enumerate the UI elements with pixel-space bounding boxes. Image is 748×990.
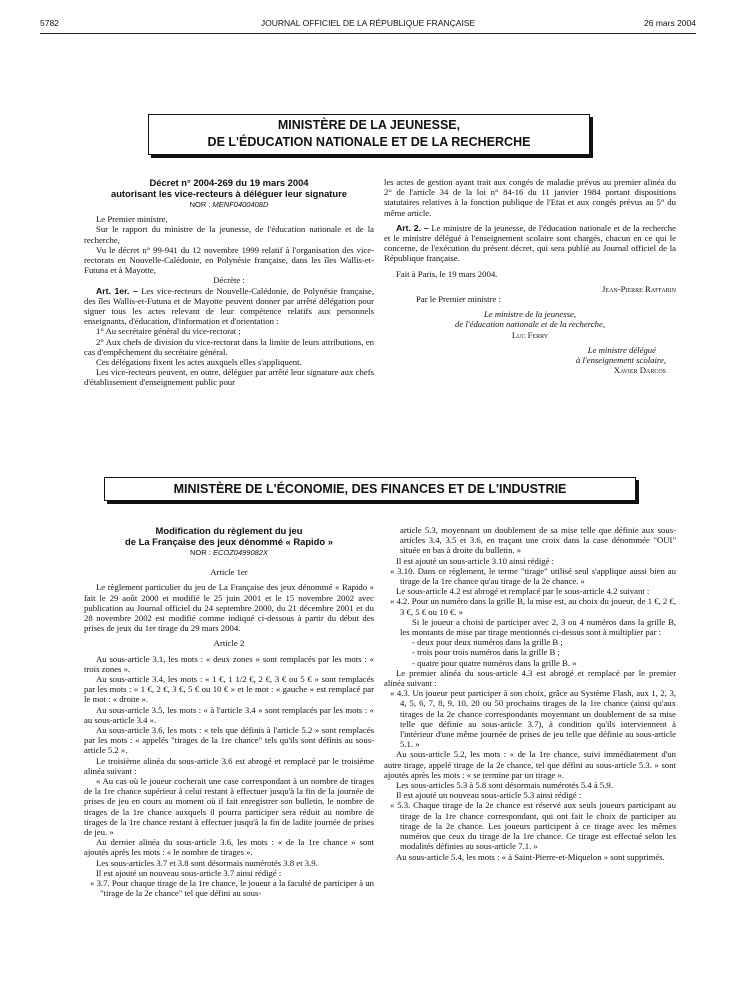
article-1-text: Le règlement particulier du jeu de La Française des jeux dénommé « Rapido » fait le 29 août 2000 et modifié le 25 juin 2001 et le 15 novembre 2002 avec publication au Journal officiel du 24 septembre 2000, du 21 décembre 2001 et du 28 novembre 2002 est modifié comme indiqué ci-dessous à partir du début des prises de jeux du 1er tirage du 29 mars 2004. bbox=[84, 582, 374, 634]
c4-p11: « 4.3. Un joueur peut participer à son choix, grâce au Système Flash, aux 1, 2, 3, 4, 5, 6, 7, 8, 9, 10, 20 ou 50 prochains tirages de la 1re chance (ainsi qu'aux tirages de la 2e chance correspondants moyennant un doublement de sa mise telle que définie au sous-article 3.7), à condition qu'ils interviennent à l'intérieur d'une même journée de prises de jeu telle que définie au sous-article 5.1. » bbox=[390, 688, 676, 750]
ministre-jeunesse-2: de l'éducation nationale et de la recherche, bbox=[454, 319, 606, 330]
c4-p1: article 5.3, moyennant un doublement de sa mise telle que définie aux sous-articles 3.4, 3.5 et 3.6, en traçant une croix dans la case dénommée "OUI" située en bas à droite du bulletin. » bbox=[400, 525, 676, 556]
decree-art2 bbox=[384, 223, 676, 264]
c4-p2: Il est ajouté un sous-article 3.10 ainsi rédigé : bbox=[396, 555, 555, 566]
ministry-line-1: MINISTÈRE DE LA JEUNESSE, bbox=[277, 118, 461, 132]
rapido-title bbox=[84, 525, 374, 547]
decree-p-continued: les actes de gestion ayant trait aux congés de maladie prévus au premier alinéa du 2° de l'article 34 de la loi n° 84-16 du 11 janvier 1984 portant dispositions statutaires relatives à la fonction publique de l'Etat et aux congés prévus au 5° du même article. bbox=[384, 177, 676, 218]
article-2-heading: Article 2 bbox=[213, 638, 245, 649]
decree-item2: 2° Aux chefs de division du vice-rectorat dans la limite de leurs attributions, en cas d'empêchement du secrétaire général. bbox=[84, 336, 374, 357]
rapido-title-line-1: Modification du règlement du jeu bbox=[155, 525, 303, 536]
page-number: 5782 bbox=[40, 18, 59, 28]
ministre-delegue-2: à l'enseignement scolaire, bbox=[575, 355, 666, 366]
a2-p8: Les sous-articles 3.7 et 3.8 sont désormais numérotés 3.8 et 3.9. bbox=[96, 857, 318, 868]
decree-title bbox=[84, 177, 374, 199]
ministry-heading-economie bbox=[104, 477, 636, 501]
rapido-nor-code: ECOZ0499082X bbox=[212, 548, 268, 557]
ministre-delegue-1: Le ministre délégué bbox=[587, 344, 656, 355]
signature-pm: Jean-Pierre Raffarin bbox=[602, 283, 676, 294]
art2-text: Le ministre de la jeunesse, de l'éducation nationale et de la recherche et le ministre délégué à l'enseignement scolaire sont chargés, chacun en ce qui le concerne, de l'exécution du présent décret, qui sera publié au Journal officiel de la République française. bbox=[384, 222, 676, 264]
a2-p10: « 3.7. Pour chaque tirage de la 1re chance, le joueur a la faculté de participer à un "tirage de la 2e chance" tel que défini au sous- bbox=[90, 878, 374, 899]
c4-p15: « 5.3. Chaque tirage de la 2e chance est réservé aux seuls joueurs participant au tirage de la 1re chance correspondant, qui ont fait le choix de participer au tirage de la 2e chance. Les joueurs participent à ce tirage avec les mêmes numéros que ceux du tirage de la 1re chance. Ce tirage est effectué selon les modalités définies au sous-article 7.1. » bbox=[390, 800, 676, 852]
decree-p-vicerecteurs: Les vice-recteurs peuvent, en outre, déléguer par arrêté leur signature aux chefs d'établissement d'enseignement public pour bbox=[84, 367, 374, 388]
decree-p2: Sur le rapport du ministre de la jeunesse, de l'éducation nationale et de la recherche, bbox=[84, 224, 374, 245]
decree-item1: 1° Au secrétaire général du vice-rectorat ; bbox=[96, 326, 241, 337]
c4-p10: Le premier alinéa du sous-article 4.3 est abrogé et remplacé par le premier alinéa suivant : bbox=[384, 667, 676, 689]
c4-p3: « 3.10. Dans ce règlement, le terme "tirage" utilisé seul s'applique aussi bien au tirage de la 1re chance qu'au tirage de la 2e chance. » bbox=[390, 565, 676, 587]
ministry2-line: MINISTÈRE DE L'ÉCONOMIE, DES FINANCES ET DE L'INDUSTRIE bbox=[173, 482, 567, 496]
decree-art1 bbox=[84, 286, 374, 327]
a2-p4: Au sous-article 3.6, les mots : « tels que définis à l'article 5.2 » sont remplacés par les mots : « appelés "tirages de la 1re chance" tels qu'ils sont définis au sous-article 5.2 ». bbox=[84, 725, 374, 756]
c4-p5: « 4.2. Pour un numéro dans la grille B, la mise est, au choix du joueur, de 1 €, 2 €, 3 €, 5 € ou 10 €. » bbox=[390, 596, 676, 617]
ministre-jeunesse-1: Le ministre de la jeunesse, bbox=[483, 309, 577, 320]
rapido-column-right bbox=[384, 525, 676, 862]
decree-fait: Fait à Paris, le 19 mars 2004. bbox=[396, 268, 498, 279]
c4-p14: Il est ajouté un nouveau sous-article 5.3 ainsi rédigé : bbox=[396, 790, 582, 801]
c4-p4: Le sous-article 4.2 est abrogé et remplacé par le sous-article 4.2 suivant : bbox=[396, 586, 650, 597]
a2-p6: « Au cas où le joueur cocherait une case correspondant à un nombre de tirages de la 1re chance supérieur à celui restant à effectuer jusqu'à la fin de la journée de prises de jeu en cours au moment où il fait enregistrer son bulletin, le nombre de tirages de la 1re chance auxquels il pourra participer sera réduit au nombre de tirages de la 1re chance restant à effectuer jusqu'à la fin de ladite journée de prises de jeu. » bbox=[84, 776, 374, 838]
article-1-heading: Article 1er bbox=[210, 567, 248, 578]
art1-text: Les vice-recteurs de Nouvelle-Calédonie, de Polynésie française, des îles Wallis-et-Futuna et de Mayotte peuvent donner par arrêté délégation pour signer tous les actes relevant de leur compétence relatifs aux personnels enseignants, d'éducation, d'information et d'orientation : bbox=[84, 285, 374, 327]
a2-p1: Au sous-article 3.1, les mots : « deux zones » sont remplacés par les mots : « trois zones ». bbox=[84, 653, 374, 674]
a2-p5: Le troisième alinéa du sous-article 3.6 est abrogé et remplacé par le troisième alinéa suivant : bbox=[84, 755, 374, 776]
art2-label: Art. 2. – bbox=[396, 222, 429, 233]
rapido-nor bbox=[84, 548, 374, 558]
a2-p2: Au sous-article 3.4, les mots : « 1 €, 1 1/2 €, 2 €, 3 € ou 5 € » sont remplacés par les mots : « 1 €, 2 €, 3 €, 5 € ou 10 € » et le mot : « gauche » est remplacé par le mot : « droite ». bbox=[84, 674, 374, 705]
c4-p16: Au sous-article 5.4, les mots : « à Saint-Pierre-et-Miquelon » sont supprimés. bbox=[396, 851, 665, 862]
nor-label: NOR : bbox=[189, 200, 211, 209]
nor-code: MENF0400408D bbox=[212, 200, 269, 209]
c4-p7: - deux pour deux numéros dans la grille B ; bbox=[412, 637, 563, 648]
c4-p6: Si le joueur a choisi de participer avec 2, 3 ou 4 numéros dans la grille B, les montants de mise par tirage mentionnés ci-dessus sont à multiplier par : bbox=[400, 616, 676, 638]
c4-p12: Au sous-article 5.2, les mots : « de la 1re chance, suivi immédiatement d'un autre tirage, appelé tirage de la 2e chance, tel que défini au sous-article 5.3. » sont ajoutés après les mots : « se termine par un tirage ». bbox=[384, 749, 676, 780]
decree-title-line-2: autorisant les vice-recteurs à déléguer leur signature bbox=[110, 188, 348, 199]
a2-p3: Au sous-article 3.5, les mots : « à l'article 3.4 » sont remplacés par les mots : « au sous-article 3.4 ». bbox=[84, 704, 374, 725]
a2-p9: Il est ajouté un nouveau sous-article 3.7 ainsi rédigé : bbox=[96, 867, 282, 878]
issue-date: 26 mars 2004 bbox=[644, 18, 696, 28]
header-rule bbox=[40, 33, 696, 34]
running-header bbox=[40, 18, 696, 32]
art1-label: Art. 1er. – bbox=[96, 285, 138, 296]
decree-column-left bbox=[84, 177, 374, 388]
a2-p7: Au dernier alinéa du sous-article 3.6, les mots : « de la 1re chance » sont ajoutés après les mots : « le nombre de tirages ». bbox=[84, 837, 374, 858]
rapido-column-left bbox=[84, 525, 374, 899]
c4-p8: - trois pour trois numéros dans la grille B ; bbox=[412, 647, 560, 658]
par-premier-ministre: Par le Premier ministre : bbox=[416, 294, 501, 305]
signature-ferry: Luc Ferry bbox=[511, 329, 549, 340]
decree-column-right bbox=[384, 177, 676, 375]
ministry-heading-education bbox=[148, 114, 590, 155]
c4-p9: - quatre pour quatre numéros dans la grille B. » bbox=[412, 657, 577, 668]
signature-darcos: Xavier Darcos bbox=[613, 365, 666, 376]
decree-decrete: Décrète : bbox=[213, 275, 245, 286]
decree-p3: Vu le décret n° 99-941 du 12 novembre 1999 relatif à l'organisation des vice-rectorats en Nouvelle-Calédonie, en Polynésie française, dans les îles Wallis-et-Futuna et à Mayotte, bbox=[84, 244, 374, 276]
rapido-title-line-2: de La Française des jeux dénommé « Rapido » bbox=[125, 536, 333, 547]
decree-nor bbox=[84, 200, 374, 210]
rapido-nor-label: NOR : bbox=[190, 548, 211, 557]
c4-p13: Les sous-articles 5.3 à 5.8 sont désormais numérotés 5.4 à 5.9. bbox=[396, 780, 613, 791]
decree-title-line-1: Décret n° 2004-269 du 19 mars 2004 bbox=[149, 177, 309, 188]
decree-p1: Le Premier ministre, bbox=[96, 214, 168, 225]
ministry-line-2: DE L'ÉDUCATION NATIONALE ET DE LA RECHERCHE bbox=[207, 135, 531, 149]
decree-p-delegations: Ces délégations fixent les actes auxquels elles s'appliquent. bbox=[96, 357, 302, 368]
journal-title: JOURNAL OFFICIEL DE LA RÉPUBLIQUE FRANÇAISE bbox=[260, 18, 476, 28]
